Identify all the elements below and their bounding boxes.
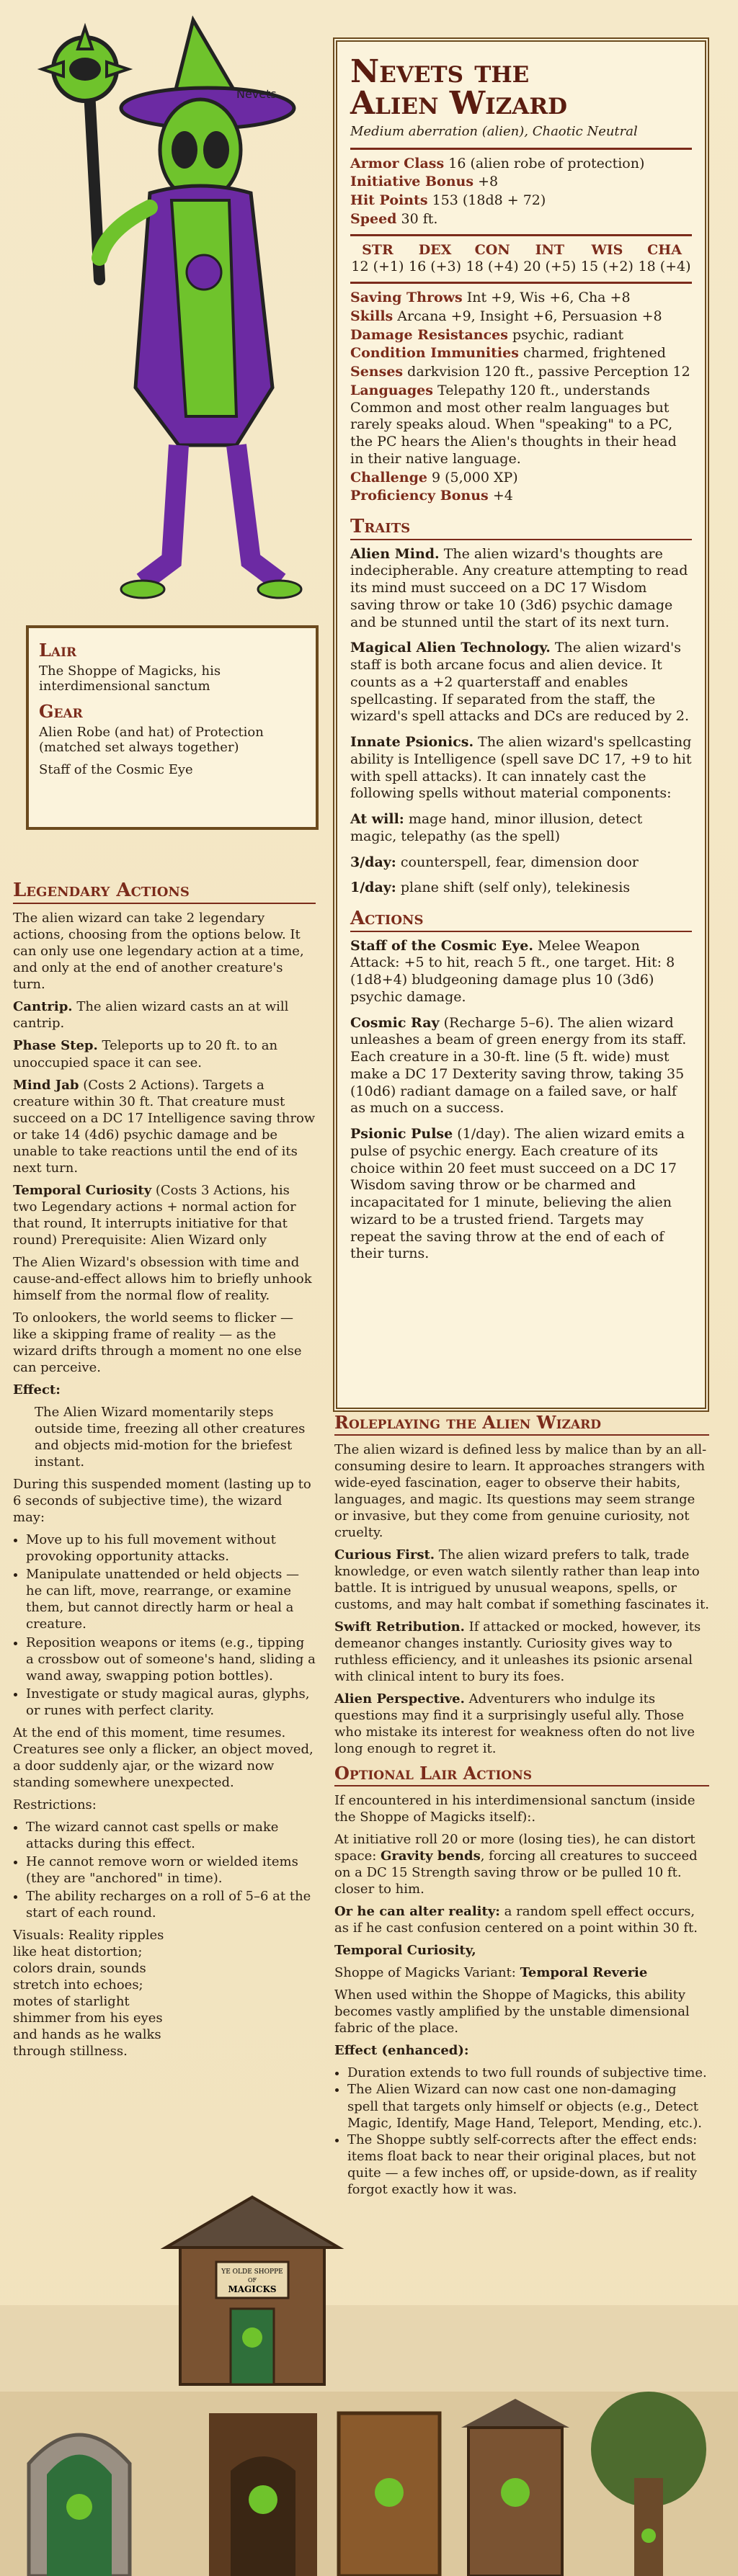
monster-name: Nevets the Alien Wizard [350,53,567,122]
saving-throws-line: Saving Throws Int +9, Wis +6, Cha +8 [350,290,631,305]
languages-line: Languages Telepathy 120 ft., understands Common and most other realm languages but rarely speaks aloud. When "speaking" to a PC, the PC hears the Alien's thoughts in their head in their native language. [350,382,677,467]
lair-actions-heading: Optional Lair Actions [334,1763,709,1786]
hit-points-line: Hit Points 153 (18d8 + 72) [350,192,546,208]
shop-sign-line2: OF [247,2277,257,2284]
temporal-title: Temporal Curiosity, [334,1943,476,1959]
divider [350,234,692,236]
roleplay-item: Curious First. The alien wizard prefers to talk, trade knowledge, or even watch silently rather than leap into battle. It is intrigued by unusual weapons, spells, or customs, and may halt combat if something fascinates it. [334,1547,709,1612]
trait-item: Innate Psionics. The alien wizard's spellcasting ability is Intelligence (spell save DC 17, +9 to hit with spell attacks). It can innately cast the following spells without material components: [350,734,692,802]
lair-action-1: At initiative roll 20 or more (losing ties), he can distort space: Gravity bends, forcing all creatures to succeed on a DC 15 Strength saving throw or be pulled 10 ft. closer to him. [334,1832,698,1897]
shoppe-door-illustrations [0,2268,738,2576]
hat-tag: Nevets [236,87,277,101]
action-item: Cosmic Ray (Recharge 5–6). The alien wizard unleashes a beam of green energy from its staff. Each creature in a 30-ft. line (5 ft. wide) must make a DC 17 Dexterity saving throw, taking 35 (10d6) radiant damage on a failed save, or half as much on a success. [350,1014,687,1117]
roleplay-item: Swift Retribution. If attacked or mocked, however, its demeanor changes instantly. Curiosity gives way to ruthless efficiency, and it unleashes its psionic arsenal with clinical intent to bury its foes. [334,1619,701,1685]
legendary-paragraph: During this suspended moment (lasting up to 6 seconds of subjective time), the wizard may: [13,1477,311,1526]
gear-heading: Gear [39,701,83,722]
wooden-door [339,2413,440,2576]
enhanced-effect-label: Effect (enhanced): [334,2043,469,2059]
legendary-paragraph: The Alien Wizard's obsession with time and cause-and-effect allows him to briefly unhook himself from the normal flow of reality. [13,1254,312,1303]
damage-resistances-line: Damage Resistances psychic, radiant [350,326,624,343]
stone-arch-door [29,2435,130,2576]
trait-item: 3/day: counterspell, fear, dimension door [350,854,639,870]
roleplay-section [334,1412,709,2204]
lair-heading: Lair [39,640,77,661]
cosmic-eye-staff-head [42,27,128,101]
shoppe-of-magicks [166,2197,339,2384]
stat-block [333,37,709,1412]
tree-trunk-door [209,2413,317,2576]
proficiency-line: Proficiency Bonus +4 [350,488,513,504]
shop-sign-line1: YE OLDE SHOPPE [221,2268,283,2276]
roleplay-item: Alien Perspective. Adventurers who indulge its questions may find it a surprisingly useful ally. Those who mistake its interest for weakness often do not live long enough to regret it. [334,1691,695,1757]
roleplay-intro: The alien wizard is defined less by malice than by an all-consuming desire to learn. It approaches strangers with wide-eyed fascination, eager to observe their habits, languages, and magic. Its questions may seem strange or invasive, but they come from genuine curiosity, not cruelty. [334,1441,707,1540]
skills-line: Skills Arcana +9, Insight +6, Persuasion +8 [350,308,662,324]
monster-subtitle: Medium aberration (alien), Chaotic Neutral [350,124,638,139]
trait-item: 1/day: plane shift (self only), telekinesis [350,880,631,896]
legendary-item: Mind Jab (Costs 2 Actions). Targets a creature within 30 ft. That creature must succeed on a DC 17 Intelligence saving throw or take 14 (4d6) psychic damage and be unable to take reactions until the end of its next turn. [13,1077,316,1176]
variant-text: When used within the Shoppe of Magicks, this ability becomes vastly amplified by the unstable dimensional fabric of the place. [334,1987,690,2036]
divider [350,148,692,150]
wizard-robe [135,186,272,445]
legendary-effect: Effect: [13,1382,61,1398]
trait-item: At will: mage hand, minor illusion, detect magic, telepathy (as the spell) [350,811,643,844]
armor-class-line: Armor Class 16 (alien robe of protection) [350,155,645,171]
lair-action-2: Or he can alter reality: a random spell effect occurs, as if he cast confusion centered on a point within 30 ft. [334,1904,698,1936]
legendary-effect-text: The Alien Wizard momentarily steps outside time, freezing all other creatures and objects mid-motion for the briefest instant. [35,1405,306,1470]
legendary-item: Temporal Curiosity (Costs 3 Actions, his two Legendary actions + normal action for that round, It interrupts initiative for that round) Prerequisite: Alien Wizard only [13,1182,296,1248]
visuals-text: Visuals: Reality ripples like heat distortion; colors drain, sounds stretch into echoes; motes of starlight shimmer from his eyes and hands as he walks through stillness. [13,1928,164,2060]
legendary-item: Cantrip. The alien wizard casts an at will cantrip. [13,999,289,1032]
speed-line: Speed 30 ft. [350,210,438,227]
trait-item: Alien Mind. The alien wizard's thoughts are indecipherable. Any creature attempting to read its mind must succeed on a DC 17 Wisdom saving throw or take 10 (3d6) psychic damage and be stunned until the start of its next turn. [350,545,688,630]
enhanced-effect-bullets: • Duration extends to two full rounds of subjective time. • The Alien Wizard can now cast one non-damaging spell that targets only himself or objects (e.g., Detect Magic, Identify, Mage Hand, Teleport, Mending, etc.). • The Shoppe subtly self-corrects after the effect ends: items float back to near their original places, but not quite — a few inches off, or upside-down, as if reality forgot exactly how it was. [347,2065,709,2197]
alien-wizard-illustration [13,13,316,604]
trait-item: Magical Alien Technology. The alien wizard's staff is both arcane focus and alien device. It counts as a +2 quarterstaff and enables spellcasting. If separated from the staff, the wizard's spell attacks and DCs are reduced by 2. [350,640,690,725]
restrictions-label: Restrictions: [13,1797,97,1812]
shop-sign-line3: MAGICKS [228,2284,277,2294]
legendary-paragraph: To onlookers, the world seems to flicker — like a skipping frame of reality — as the wizard drifts through a moment no one else can perceive. [13,1310,302,1376]
action-item: Staff of the Cosmic Eye. Melee Weapon Attack: +5 to hit, reach 5 ft., one target. Hit: 8 (1d8+4) bludgeoning damage plus 10 (3d6) psychic damage. [350,937,675,1005]
action-item: Psionic Pulse (1/day). The alien wizard emits a pulse of psychic energy. Each creature of its choice within 20 feet must succeed on a DC 17 Wisdom saving throw or be charmed and incapacitated for 1 minute, believing the alien wizard to be a trusted friend. Targets may repeat the saving throw at the end of each of their turns. [350,1126,685,1262]
divider [350,282,692,284]
gear-item: Staff of the Cosmic Eye [39,762,193,777]
actions-heading: Actions [350,907,692,932]
legendary-intro: The alien wizard can take 2 legendary actions, choosing from the options below. It can only use one legendary action at a time, and only at the end of another creature's turn. [13,911,304,993]
ability-scores: STR 12 (+1) DEX 16 (+3) CON 18 (+4) INT 20 (+5) WIS 15 (+2) CHA 18 (+4) [351,241,691,275]
variant-line: Shoppe of Magicks Variant: Temporal Reverie [334,1965,648,1981]
legendary-bullets: • Move up to his full movement without provoking opportunity attacks. • Manipulate unattended or held objects — he can lift, move, rearrange, or examine them, but cannot directly harm or heal a creature. • Reposition weapons or items (e.g., tipping a crossbow out of someone's hand, sliding a wand away, swapping potion bottles). • Investigate or study magical auras, glyphs, or runes with perfect clarity. [26,1531,316,1718]
initiative-line: Initiative Bonus +8 [350,174,499,190]
legendary-heading: Legendary Actions [13,879,316,904]
senses-line: Senses darkvision 120 ft., passive Perception 12 [350,364,690,380]
legendary-paragraph: At the end of this moment, time resumes. Creatures see only a flicker, an object moved, a door suddenly ajar, or the wizard now standing somewhere unexpected. [13,1725,314,1790]
legendary-actions-section [13,879,316,2065]
restrictions-list: • The wizard cannot cast spells or make attacks during this effect. • He cannot remove worn or wielded items (they are "anchored" in time). • The ability recharges on a roll of 5–6 at the start of each round. [26,1819,316,1921]
gear-item: Alien Robe (and hat) of Protection (matched set always together) [39,725,264,755]
condition-immunities-line: Condition Immunities charmed, frightened [350,345,666,362]
lair-text: The Shoppe of Magicks, his interdimensional sanctum [39,663,221,694]
lair-gear-box [26,625,319,830]
roleplay-heading: Roleplaying the Alien Wizard [334,1412,709,1436]
lair-intro: If encountered in his interdimensional sanctum (inside the Shoppe of Magicks itself):. [334,1793,695,1825]
traits-heading: Traits [350,515,692,540]
legendary-item: Phase Step. Teleports up to 20 ft. to an unoccupied space it can see. [13,1038,278,1070]
outhouse-door [461,2399,569,2576]
challenge-line: Challenge 9 (5,000 XP) [350,469,518,486]
